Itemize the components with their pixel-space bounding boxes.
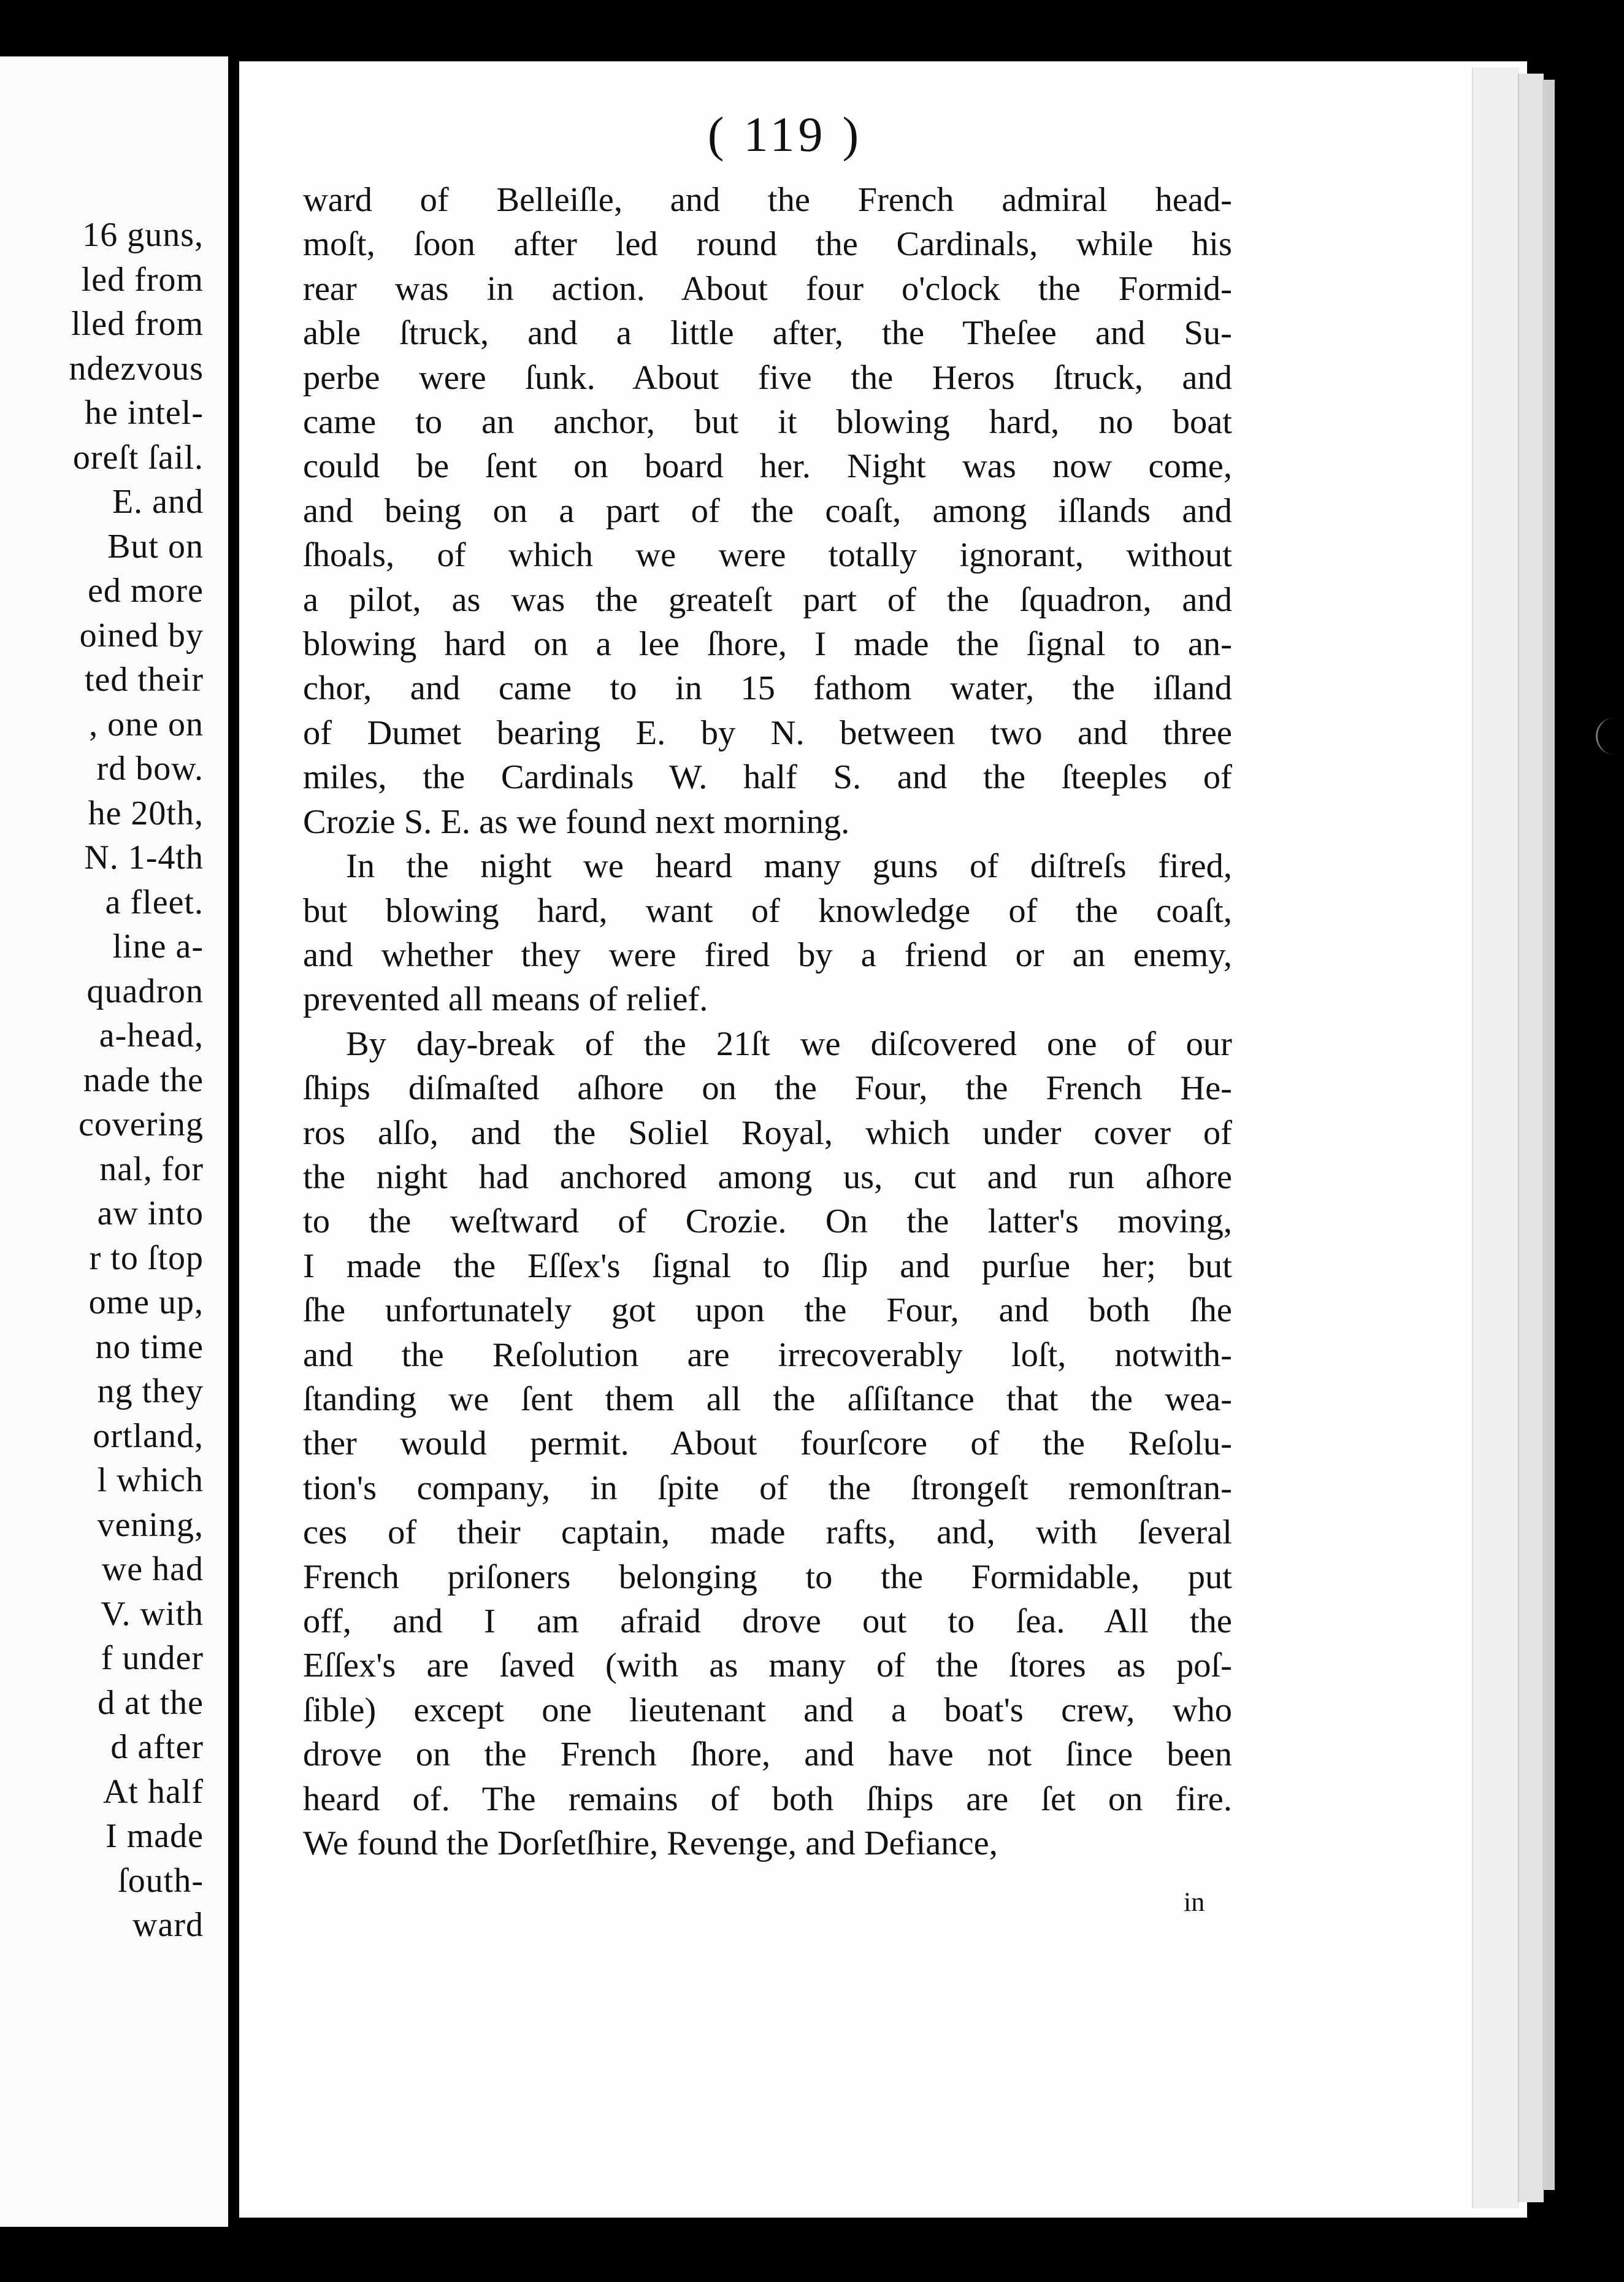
text-line: able ſtruck, and a little after, the Theſee and Su- (303, 314, 1232, 353)
previous-page-line: But on (107, 527, 204, 566)
text-line: ſtanding we ſent them all the aſſiſtance that the wea- (303, 1380, 1232, 1418)
previous-page-line: nade the (83, 1061, 204, 1099)
previous-page-line: f under (101, 1639, 204, 1677)
previous-page-line: ſouth- (118, 1861, 204, 1900)
previous-page-line: quadron (86, 972, 204, 1010)
previous-page-line: a fleet. (105, 883, 204, 921)
text-line: heard of. The remains of both ſhips are ſet on fire. (303, 1780, 1232, 1818)
previous-page-line: 16 guns, (82, 216, 204, 254)
catchword: in (1184, 1887, 1205, 1917)
page-body-text (303, 178, 1232, 1865)
page-number: ( 119 ) (707, 108, 863, 162)
text-line: off, and I am afraid drove out to ſea. All the (303, 1602, 1232, 1640)
text-line: and whether they were fired by a friend or an enemy, (303, 935, 1232, 974)
text-line: ſhe unfortunately got upon the Four, and both ſhe (303, 1291, 1232, 1330)
previous-page-line: E. and (112, 483, 204, 521)
text-line: ſible) except one lieutenant and a boat's crew, who (303, 1691, 1232, 1729)
text-line: a pilot, as was the greateſt part of the ſquadron, and (303, 580, 1232, 619)
previous-page-line: I made (105, 1817, 204, 1855)
previous-page-line: l which (97, 1461, 204, 1499)
text-line: rear was in action. About four o'clock the Formid- (303, 269, 1232, 308)
previous-page-line: he 20th, (88, 794, 204, 832)
previous-page-line: ndezvous (69, 349, 204, 388)
previous-page-line: oreſt ſail. (72, 438, 204, 477)
previous-page-line: ng they (97, 1372, 204, 1410)
previous-page-line: vening, (97, 1505, 204, 1544)
text-line: of Dumet bearing E. by N. between two and three (303, 713, 1232, 752)
previous-page-line: r to ſtop (89, 1239, 204, 1277)
text-line: chor, and came to in 15 fathom water, the iſland (303, 669, 1232, 708)
text-line: Eſſex's are ſaved (with as many of the ſtores as poſ- (303, 1646, 1232, 1685)
previous-page-line: aw into (97, 1194, 204, 1232)
text-line: By day-break of the 21ſt we diſcovered one of our (346, 1024, 1232, 1063)
text-line: ſhips diſmaſted aſhore on the Four, the French He- (303, 1069, 1232, 1108)
previous-page-line: ward (132, 1906, 204, 1944)
text-line: and the Reſolution are irrecoverably loſt, notwith- (303, 1335, 1232, 1374)
text-line: moſt, ſoon after led round the Cardinals, while his (303, 225, 1232, 264)
previous-page-line: ortland, (93, 1416, 204, 1455)
previous-page-line: led from (81, 260, 204, 299)
text-line: I made the Eſſex's ſignal to ſlip and purſue her; but (303, 1247, 1232, 1285)
previous-page-line: covering (79, 1105, 204, 1143)
text-line: ward of Belleiſle, and the French admiral head- (303, 181, 1232, 219)
previous-page-line: lled from (71, 305, 204, 343)
previous-page-text (0, 213, 204, 1948)
page-edge (1518, 74, 1544, 2202)
previous-page-line: we had (101, 1550, 204, 1588)
text-line: ther would permit. About fourſcore of the Reſolu- (303, 1424, 1232, 1463)
page-edge (1472, 67, 1519, 2208)
text-line: tion's company, in ſpite of the ſtrongeſt remonſtran- (303, 1469, 1232, 1507)
previous-page-line: At half (102, 1772, 204, 1811)
previous-page-line: he intel- (84, 394, 204, 432)
text-line: perbe were ſunk. About five the Heros ſtruck, and (303, 358, 1232, 397)
previous-page-line: line a- (112, 928, 204, 966)
previous-page-line: ted their (84, 661, 204, 699)
previous-page-fragment (0, 56, 228, 2227)
previous-page-line: d after (110, 1728, 204, 1766)
page-edge (1542, 80, 1555, 2190)
previous-page-line: , one on (89, 705, 204, 743)
book-gutter (228, 0, 239, 2282)
text-line: blowing hard on a lee ſhore, I made the ſignal to an- (303, 625, 1232, 664)
text-line: ces of their captain, made rafts, and, with ſeveral (303, 1513, 1232, 1552)
text-line: French priſoners belonging to the Formidable, put (303, 1558, 1232, 1596)
text-line: came to an anchor, but it blowing hard, no boat (303, 403, 1232, 442)
previous-page-line: oined by (79, 616, 204, 655)
text-line: to the weſtward of Crozie. On the latter's moving, (303, 1202, 1232, 1241)
text-line: miles, the Cardinals W. half S. and the ſteeples of (303, 758, 1232, 797)
previous-page-line: a-head, (99, 1016, 204, 1055)
text-line: drove on the French ſhore, and have not ſince been (303, 1735, 1232, 1774)
text-line: Crozie S. E. as we found next morning. (303, 802, 850, 841)
previous-page-line: ed more (88, 572, 204, 610)
text-line: but blowing hard, want of knowledge of the coaſt, (303, 891, 1232, 930)
text-line: the night had anchored among us, cut and run aſhore (303, 1158, 1232, 1196)
previous-page-line: rd bow. (96, 750, 204, 788)
text-line: and being on a part of the coaſt, among iſlands and (303, 491, 1232, 530)
text-line: ſhoals, of which we were totally ignorant, without (303, 536, 1232, 575)
text-line: In the night we heard many guns of diſtreſs fired, (346, 847, 1232, 886)
previous-page-line: ome up, (88, 1283, 204, 1321)
previous-page-line: V. with (101, 1594, 204, 1633)
previous-page-line: no time (95, 1327, 204, 1366)
text-line: ros alſo, and the Soliel Royal, which under cover of (303, 1113, 1232, 1152)
page-edge-mark (1596, 718, 1616, 755)
previous-page-line: N. 1-4th (84, 839, 204, 877)
text-line: We found the Dorſetſhire, Revenge, and Defiance, (303, 1824, 998, 1863)
previous-page-line: d at the (98, 1683, 204, 1722)
text-line: prevented all means of relief. (303, 980, 708, 1019)
text-line: could be ſent on board her. Night was now come, (303, 447, 1232, 486)
previous-page-line: nal, for (99, 1150, 204, 1188)
